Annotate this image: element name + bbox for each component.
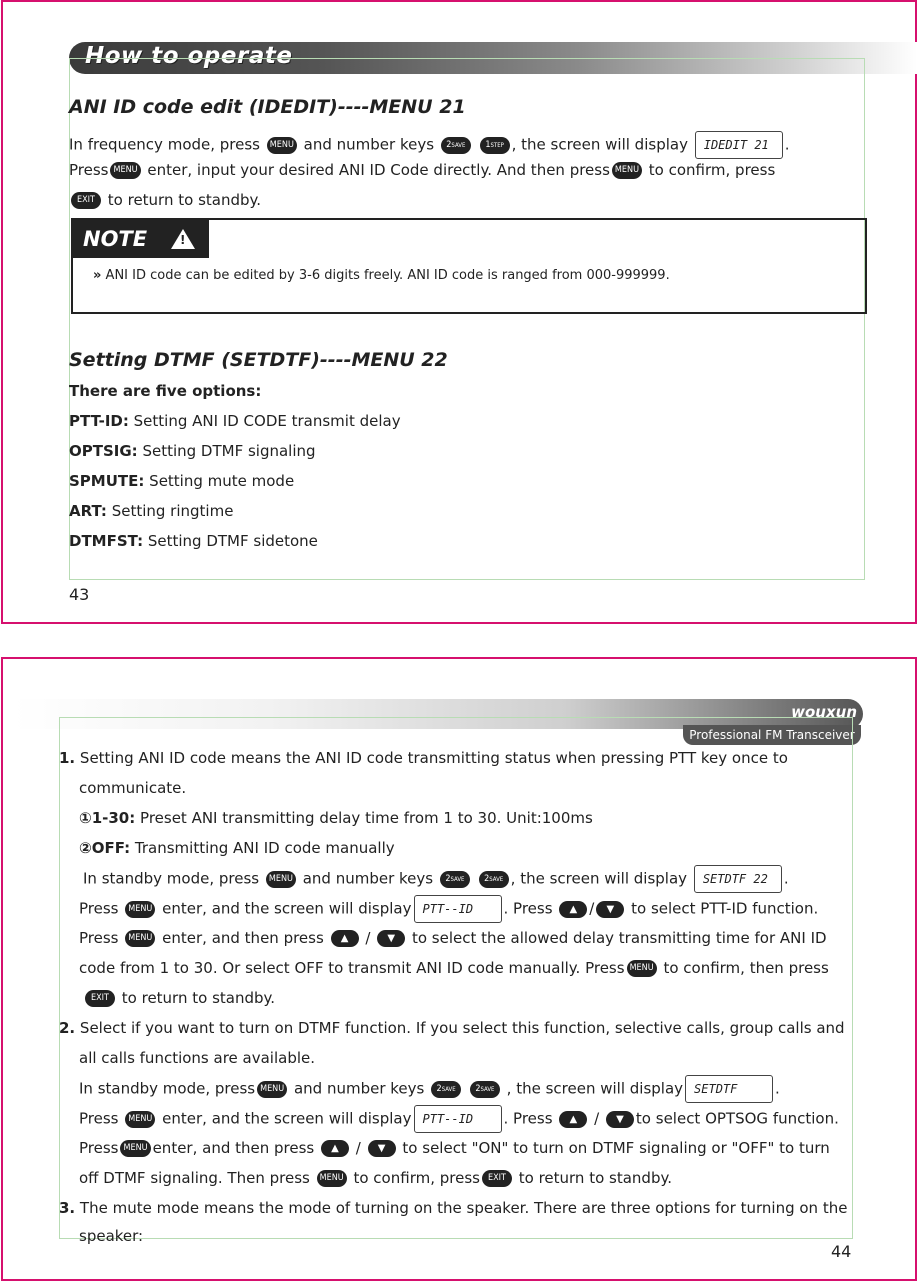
exit-key-icon: EXIT [85,990,115,1007]
note-label: NOTE ! [73,220,209,258]
item-2-line-5: Press MENU enter, and then press ▲ / ▼ to select "ON" to turn on DTMF signaling or "OFF" to turn [79,1139,830,1157]
note-text: » ANI ID code can be edited by 3-6 digits freely. ANI ID code is ranged from 000-999999. [93,268,670,283]
item-1-line-6: Press MENU enter, and the screen will display PTT--ID . Press ▲ / ▼ to select PTT-ID function. [79,895,818,923]
warning-triangle-icon: ! [171,229,195,249]
down-arrow-key-icon: ▼ [368,1140,396,1157]
options-intro: There are five options: [69,382,262,400]
exit-key-icon: EXIT [482,1170,512,1187]
manual-page-43 [1,0,917,624]
manual-page-44 [1,657,917,1281]
double-chevron-icon: » [93,268,102,283]
key-2-save-icon: 2SAVE [440,871,470,888]
lcd-display-idedit: IDEDIT 21 [695,131,783,159]
menu-key-icon: MENU [125,1111,155,1128]
lcd-display-setdtf: SETDTF 22 [694,865,782,893]
menu-key-icon: MENU [257,1081,287,1098]
key-2-save-icon: 2SAVE [441,137,471,154]
idedit-line-1: In frequency mode, press MENU and number keys 2SAVE 1STEP , the screen will display IDEDIT 21 . [69,131,790,159]
item-2-line-2: all calls functions are available. [79,1049,316,1067]
exit-key-icon: EXIT [71,192,101,209]
lcd-display-pttid: PTT--ID [414,895,502,923]
idedit-line-2: Press MENU enter, input your desired ANI ID Code directly. And then press MENU to confirm, press [69,161,776,179]
option-item: OPTSIG: Setting DTMF signaling [69,442,316,460]
down-arrow-key-icon: ▼ [606,1111,634,1128]
page-number: 44 [831,1242,852,1261]
lcd-display-pttid: PTT--ID [414,1105,502,1133]
up-arrow-key-icon: ▲ [331,930,359,947]
menu-key-icon: MENU [125,930,155,947]
option-item: DTMFST: Setting DTMF sidetone [69,532,318,550]
note-box [71,218,867,314]
section-banner [69,42,917,74]
item-2-line-3: In standby mode, press MENU and number keys 2SAVE 2SAVE , the screen will display SETDTF . [79,1075,780,1103]
up-arrow-key-icon: ▲ [321,1140,349,1157]
section-title-idedit: ANI ID code edit (IDEDIT)----MENU 21 [69,96,466,118]
item-2-line-1: 2. Select if you want to turn on DTMF function. If you select this function, selective calls, group calls and [59,1019,845,1037]
up-arrow-key-icon: ▲ [559,901,587,918]
menu-key-icon: MENU [317,1170,347,1187]
menu-key-icon: MENU [125,901,155,918]
item-1-line-9: EXIT to return to standby. [83,989,275,1007]
menu-key-icon: MENU [266,871,296,888]
down-arrow-key-icon: ▼ [596,901,624,918]
menu-key-icon: MENU [110,162,140,179]
key-2-save-icon: 2SAVE [431,1081,461,1098]
option-item: SPMUTE: Setting mute mode [69,472,295,490]
option-item: PTT-ID: Setting ANI ID CODE transmit delay [69,412,401,430]
item-1-line-1: 1. Setting ANI ID code means the ANI ID code transmitting status when pressing PTT key once to [59,749,788,767]
key-2-save-icon: 2SAVE [479,871,509,888]
item-1-line-8: code from 1 to 30. Or select OFF to transmit ANI ID code manually. Press MENU to confirm, then press [79,959,829,977]
menu-key-icon: MENU [612,162,642,179]
lcd-display-setdtf: SETDTF [685,1075,773,1103]
item-2-line-6: off DTMF signaling. Then press MENU to confirm, press EXIT to return to standby. [79,1169,672,1187]
item-2-line-4: Press MENU enter, and the screen will display PTT--ID . Press ▲ / ▼ to select OPTSOG function. [79,1105,839,1133]
item-1-option-1: ①1-30: Preset ANI transmitting delay time from 1 to 30. Unit:100ms [79,809,593,827]
item-1-line-7: Press MENU enter, and then press ▲ / ▼ to select the allowed delay transmitting time for ANI ID [79,929,827,947]
menu-key-icon: MENU [627,960,657,977]
menu-key-icon: MENU [267,137,297,154]
brand-subtitle: Professional FM Transceiver [683,725,861,745]
option-item: ART: Setting ringtime [69,502,234,520]
banner-title: How to operate [85,43,293,69]
menu-key-icon: MENU [120,1140,150,1157]
item-3-line-1: 3. The mute mode means the mode of turning on the speaker. There are three options for turning on the [59,1199,848,1217]
item-3-line-2: speaker: [79,1227,144,1245]
item-1-line-5: In standby mode, press MENU and number keys 2SAVE 2SAVE , the screen will display SETDTF 22 . [83,865,789,893]
idedit-line-3: EXIT to return to standby. [69,191,261,209]
section-title-setdtf: Setting DTMF (SETDTF)----MENU 22 [69,349,448,371]
item-1-line-2: communicate. [79,779,187,797]
down-arrow-key-icon: ▼ [377,930,405,947]
brand-logo: wouxun [791,703,857,721]
key-1-step-icon: 1STEP [480,137,510,154]
page-number: 43 [69,585,90,604]
key-2-save-icon: 2SAVE [470,1081,500,1098]
item-1-option-2: ②OFF: Transmitting ANI ID code manually [79,839,395,857]
up-arrow-key-icon: ▲ [559,1111,587,1128]
